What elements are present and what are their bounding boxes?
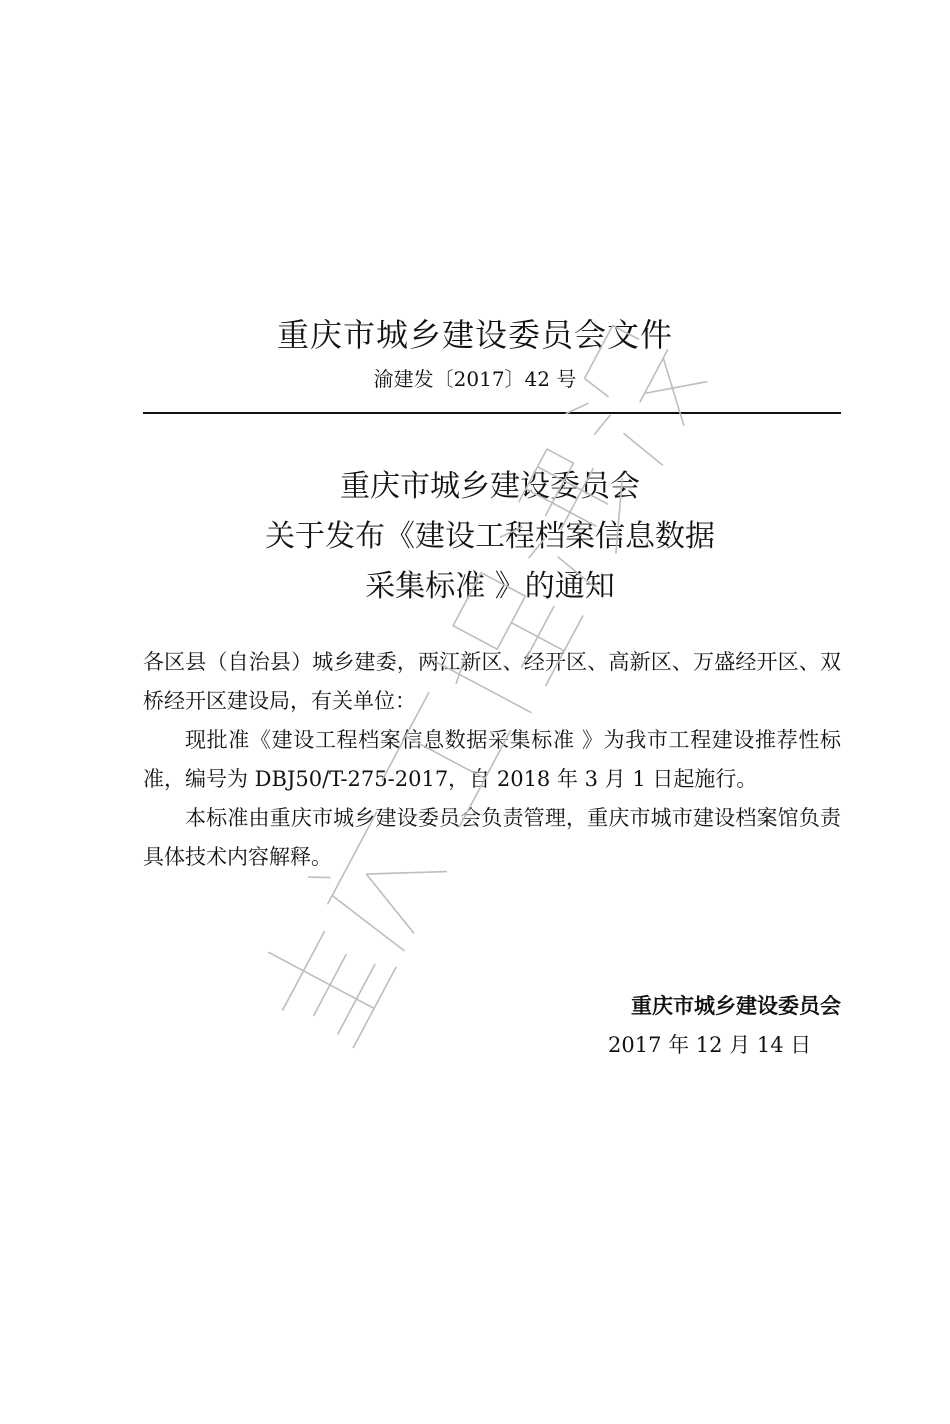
management-paragraph: 本标准由重庆市城乡建设委员会负责管理，重庆市城市建设档案馆负责具体技术内容解释。 (143, 806, 841, 869)
notice-title-line-1: 重庆市城乡建设委员会 (340, 469, 640, 504)
issuer-signature: 重庆市城乡建设委员会 (631, 993, 841, 1018)
header-divider (143, 412, 841, 414)
notice-title-line-3: 采集标准 》的通知 (365, 569, 615, 604)
approval-paragraph: 现批准《建设工程档案信息数据采集标准 》为我市工程建设推荐性标准，编号为 DBJ50/T-275-2017，自 2018 年 3 月 1 日起施行。 (143, 728, 841, 791)
notice-title-line-2: 关于发布《建设工程档案信息数据 (265, 519, 715, 554)
document-number: 渝建发〔2017〕42 号 (373, 367, 577, 391)
header-title: 重庆市城乡建设委员会文件 (276, 316, 673, 354)
addressee-paragraph: 各区县（自治县）城乡建委，两江新区、经开区、高新区、万盛经开区、双桥经开区建设局，有关单位： (143, 650, 841, 713)
issue-date: 2017 年 12 月 14 日 (608, 1033, 812, 1057)
notice-title (0, 462, 950, 612)
notice-body (143, 643, 841, 877)
